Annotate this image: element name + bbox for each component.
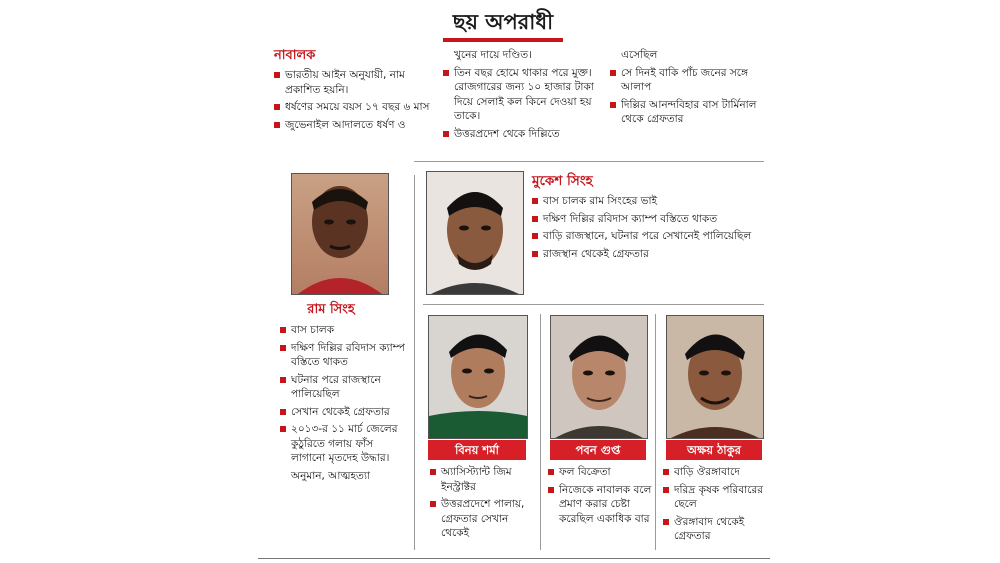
bottom-rule bbox=[258, 558, 770, 559]
akshay-thakur-photo bbox=[666, 315, 764, 439]
list-item: দরিদ্র কৃষক পরিবারের ছেলে bbox=[663, 483, 767, 512]
list-item: ফল বিক্রেতা bbox=[548, 465, 652, 480]
vinay-sharma-list bbox=[430, 465, 536, 541]
list-item: ঘটনার পরে রাজস্থানে পালিয়েছিল bbox=[280, 373, 408, 402]
list-item: দক্ষিণ দিল্লির রবিদাস ক্যাম্প বস্তিতে থাকত bbox=[280, 341, 408, 370]
pawan-gupta-photo bbox=[550, 315, 648, 439]
juvenile-col-2 bbox=[443, 48, 608, 144]
list-item: বাড়ি ঔরঙ্গাবাদে bbox=[663, 465, 767, 480]
akshay-thakur-name: অক্ষয় ঠাকুর bbox=[666, 440, 762, 460]
list-item: খুনের দায়ে দণ্ডিত। bbox=[454, 49, 532, 61]
mukesh-singh-info bbox=[532, 194, 764, 264]
list-item: রাজস্থান থেকেই গ্রেফতার bbox=[532, 247, 764, 262]
column-divider bbox=[414, 175, 415, 550]
list-item: অ্যাসিস্ট্যান্ট জিম ইনস্ট্রাক্টর bbox=[430, 465, 536, 494]
list-item: ভারতীয় আইন অনুযায়ী, নাম প্রকাশিত হয়নি। bbox=[274, 68, 434, 97]
list-item: সে দিনই বাকি পাঁচ জনের সঙ্গে আলাপ bbox=[610, 66, 760, 95]
list-item: এসেছিল bbox=[621, 49, 658, 61]
pawan-gupta-info bbox=[548, 465, 652, 529]
infographic-title: ছয় অপরাধী bbox=[452, 10, 554, 34]
akshay-thakur-info bbox=[663, 465, 767, 547]
juvenile-name: নাবালক bbox=[274, 48, 316, 63]
list-item: দিল্লির আনন্দবিহার বাস টার্মিনাল থেকে গ্রেফতার bbox=[610, 98, 760, 127]
mukesh-singh-list bbox=[532, 194, 764, 261]
mukesh-singh-name: মুকেশ সিংহ bbox=[532, 173, 593, 189]
list-item: ঔরঙ্গাবাদ থেকেই গ্রেফতার bbox=[663, 515, 767, 544]
list-item: বাস চালক bbox=[280, 323, 408, 338]
list-item: সেখান থেকেই গ্রেফতার bbox=[280, 405, 408, 420]
juvenile-col-1 bbox=[274, 48, 434, 135]
list-item: বাড়ি রাজস্থানে, ঘটনার পরে সেখানেই পালিয়েছিল bbox=[532, 229, 764, 244]
list-item: জুভেনাইল আদালতে ধর্ষণ ও bbox=[274, 118, 434, 133]
column-divider bbox=[540, 314, 541, 550]
ram-singh-list bbox=[280, 323, 408, 483]
list-item: দক্ষিণ দিল্লির রবিদাস ক্যাম্প বস্তিতে থাকত bbox=[532, 212, 764, 227]
list-item: ২০১৩-র ১১ মার্চ জেলের কুঠুরিতে গলায় ফাঁস লাগানো মৃতদেহ উদ্ধার। bbox=[280, 422, 408, 466]
list-item: তিন বছর হোমে থাকার পরে মুক্ত। রোজগারের জন্য ১০ হাজার টাকা দিয়ে সেলাই কল কিনে দেওয়া হয় তাকে। bbox=[443, 66, 608, 124]
ram-singh-info bbox=[280, 323, 408, 486]
title-underline bbox=[443, 38, 563, 42]
akshay-thakur-list bbox=[663, 465, 767, 544]
juvenile-list-1 bbox=[274, 68, 434, 132]
infographic-panel bbox=[258, 0, 770, 563]
vinay-sharma-name: বিনয় শর্মা bbox=[428, 440, 526, 460]
list-item: উত্তরপ্রদেশে পালায়, গ্রেফতার সেখান থেকেই bbox=[430, 497, 536, 541]
juvenile-list-3 bbox=[610, 48, 760, 127]
ram-singh-photo bbox=[291, 173, 389, 295]
pawan-gupta-list bbox=[548, 465, 652, 526]
list-item: নিজেকে নাবালক বলে প্রমাণ করার চেষ্টা করেছিল একাধিক বার bbox=[548, 483, 652, 527]
mukesh-singh-photo bbox=[426, 171, 524, 295]
list-item: অনুমান, আত্মহত্যা bbox=[291, 469, 371, 482]
pawan-gupta-name: পবন গুপ্ত bbox=[550, 440, 646, 460]
vinay-sharma-photo bbox=[428, 315, 528, 439]
vinay-sharma-info bbox=[430, 465, 536, 544]
section-divider bbox=[414, 161, 764, 162]
ram-singh-name: রাম সিংহ bbox=[307, 302, 355, 317]
list-item: বাস চালক রাম সিংহের ভাই bbox=[532, 194, 764, 209]
juvenile-col-3 bbox=[610, 48, 760, 130]
list-item: উত্তরপ্রদেশ থেকে দিল্লিতে bbox=[443, 127, 608, 142]
juvenile-list-2 bbox=[443, 48, 608, 141]
list-item: ধর্ষণের সময়ে বয়স ১৭ বছর ৬ মাস bbox=[274, 100, 434, 115]
section-divider bbox=[423, 304, 764, 305]
column-divider bbox=[655, 314, 656, 550]
